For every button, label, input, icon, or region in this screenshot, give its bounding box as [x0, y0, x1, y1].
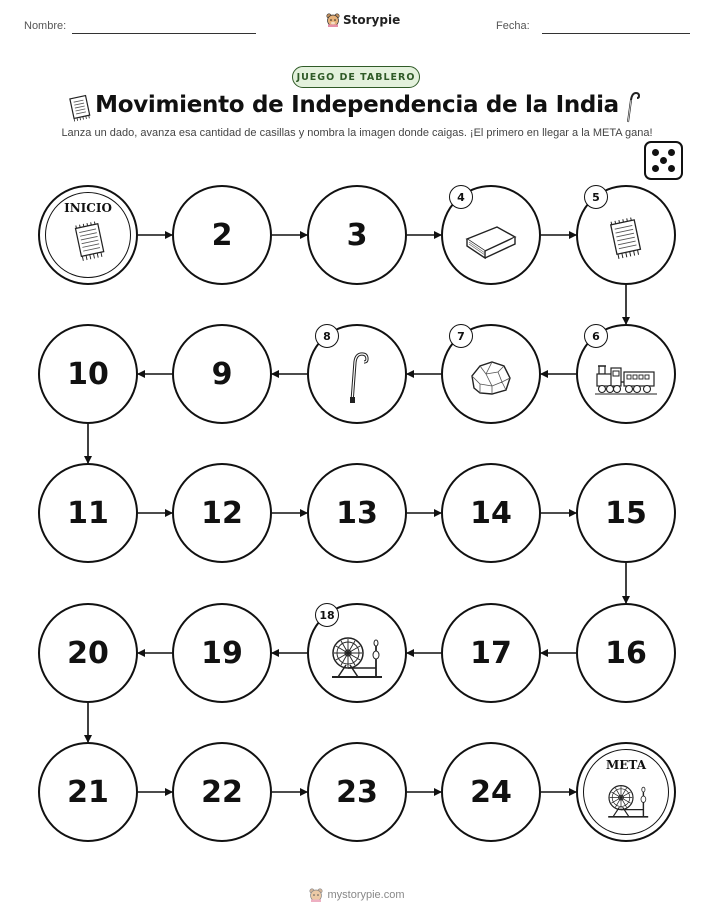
- scroll-icon: [606, 217, 646, 265]
- cell-number: 24: [470, 774, 512, 810]
- board-cell-6: [576, 324, 676, 424]
- cell-number: 3: [346, 217, 368, 253]
- cell-number-badge: 5: [584, 185, 608, 209]
- cell-number: 23: [336, 774, 378, 810]
- goal-label: META: [605, 758, 646, 772]
- cell-number: 9: [211, 356, 233, 392]
- board-cell-8: [307, 324, 407, 424]
- cell-number: 20: [67, 635, 109, 671]
- page-title: Movimiento de Independencia de la India: [95, 92, 619, 118]
- board-cell-10: [38, 324, 138, 424]
- spinning-wheel-icon: [328, 631, 386, 687]
- cell-number: 15: [605, 495, 647, 531]
- cell-number: 11: [67, 495, 109, 531]
- board-cell-24: [441, 742, 541, 842]
- scroll-icon: [71, 221, 109, 267]
- walking-stick-icon: [342, 350, 372, 410]
- cell-number: 19: [201, 635, 243, 671]
- board-cell-20: [38, 603, 138, 703]
- board-cell-22: [172, 742, 272, 842]
- cell-number-badge: 4: [449, 185, 473, 209]
- board-cell-11: [38, 463, 138, 563]
- board-cell-2: [172, 185, 272, 285]
- board-cell-18: [307, 603, 407, 703]
- board-cell-13: [307, 463, 407, 563]
- cell-number: 12: [201, 495, 243, 531]
- name-label: Nombre:: [24, 20, 67, 32]
- date-label: Fecha:: [496, 20, 530, 32]
- goal-cell: [576, 742, 676, 842]
- board-cell-23: [307, 742, 407, 842]
- start-label: INICIO: [64, 201, 112, 215]
- board-cell-4: [441, 185, 541, 285]
- bear-logo-icon: [309, 888, 323, 902]
- cell-number: 21: [67, 774, 109, 810]
- board-cell-12: [172, 463, 272, 563]
- cell-number: 13: [336, 495, 378, 531]
- cell-number: 14: [470, 495, 512, 531]
- board-cell-14: [441, 463, 541, 563]
- cell-number: 10: [67, 356, 109, 392]
- board-cell-17: [441, 603, 541, 703]
- game-type-badge: JUEGO DE TABLERO: [292, 66, 420, 88]
- salt-rock-icon: [468, 358, 514, 402]
- brand-name: Storypie: [343, 13, 401, 27]
- footer: [0, 888, 714, 902]
- cell-number-badge: 18: [315, 603, 339, 627]
- board-cell-21: [38, 742, 138, 842]
- cell-number: 2: [211, 217, 233, 253]
- train-icon: [595, 358, 657, 402]
- board-cell-9: [172, 324, 272, 424]
- board-cell-16: [576, 603, 676, 703]
- cell-number-badge: 7: [449, 324, 473, 348]
- board-cell-19: [172, 603, 272, 703]
- board-cell-7: [441, 324, 541, 424]
- spinning-wheel-icon: [605, 780, 651, 826]
- cell-number: 22: [201, 774, 243, 810]
- book-icon: [463, 219, 519, 263]
- cell-number: 16: [605, 635, 647, 671]
- instructions: Lanza un dado, avanza esa cantidad de casillas y nombra la imagen donde caigas. ¡El primero en llegar a la META gana!: [61, 127, 653, 139]
- board-cell-3: [307, 185, 407, 285]
- start-cell: [38, 185, 138, 285]
- board-cell-5: [576, 185, 676, 285]
- cell-number-badge: 8: [315, 324, 339, 348]
- board-cell-15: [576, 463, 676, 563]
- cell-number-badge: 6: [584, 324, 608, 348]
- footer-url: mystorypie.com: [327, 889, 405, 901]
- cell-number: 17: [470, 635, 512, 671]
